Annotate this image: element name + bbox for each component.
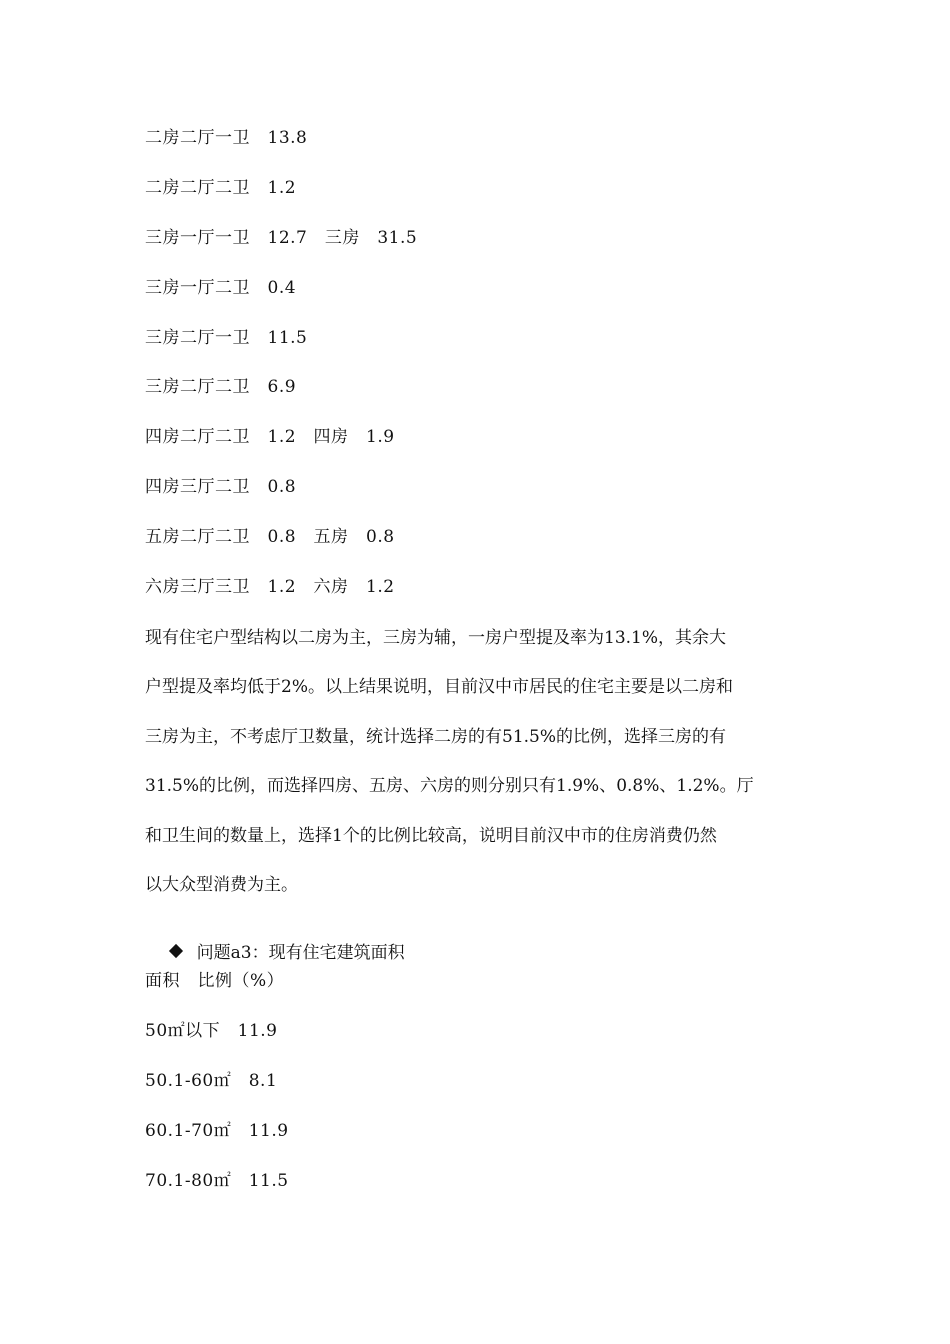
paragraph-line-3: 三房为主，不考虑厅卫数量，统计选择二房的有51.5%的比例，选择三房的有: [145, 726, 727, 747]
diamond-bullet-icon: [169, 944, 183, 958]
area-row-3: 60.1-70㎡ 11.9: [145, 1121, 289, 1141]
summary-paragraph: [145, 614, 810, 910]
room-line-4: 三房一厅二卫 0.4: [145, 278, 297, 298]
room-line-5: 三房二厅一卫 11.5: [145, 328, 308, 348]
area-row-4: 70.1-80㎡ 11.5: [145, 1171, 289, 1191]
paragraph-line-1: 现有住宅户型结构以二房为主，三房为辅，一房户型提及率为13.1%，其余大: [145, 628, 727, 648]
room-line-9: 五房二厅二卫 0.8 五房 0.8: [145, 527, 395, 547]
paragraph-line-4: 31.5%的比例，而选择四房、五房、六房的则分别只有1.9%、0.8%、1.2%。厅: [145, 776, 754, 797]
room-line-1: 二房二厅一卫 13.8: [145, 128, 308, 148]
question-label: 问题a3：现有住宅建筑面积: [196, 943, 405, 963]
room-line-2: 二房二厅二卫 1.2: [145, 178, 297, 198]
paragraph-line-2: 户型提及率均低于2%。以上结果说明，目前汉中市居民的住宅主要是以二房和: [145, 677, 733, 698]
area-row-2: 50.1-60㎡ 8.1: [145, 1071, 278, 1091]
paragraph-line-5: 和卫生间的数量上，选择1个的比例比较高，说明目前汉中市的住房消费仍然: [145, 825, 717, 846]
room-line-7: 四房二厅二卫 1.2 四房 1.9: [145, 427, 395, 447]
paragraph-line-6: 以大众型消费为主。: [145, 875, 298, 896]
area-row-1: 50㎡以下 11.9: [145, 1021, 278, 1041]
room-line-8: 四房三厅二卫 0.8: [145, 477, 297, 497]
room-line-10: 六房三厅三卫 1.2 六房 1.2: [145, 577, 395, 597]
room-line-3: 三房一厅一卫 12.7 三房 31.5: [145, 228, 418, 248]
area-table-header: 面积 比例（%）: [145, 971, 285, 991]
room-line-6: 三房二厅二卫 6.9: [145, 377, 297, 397]
